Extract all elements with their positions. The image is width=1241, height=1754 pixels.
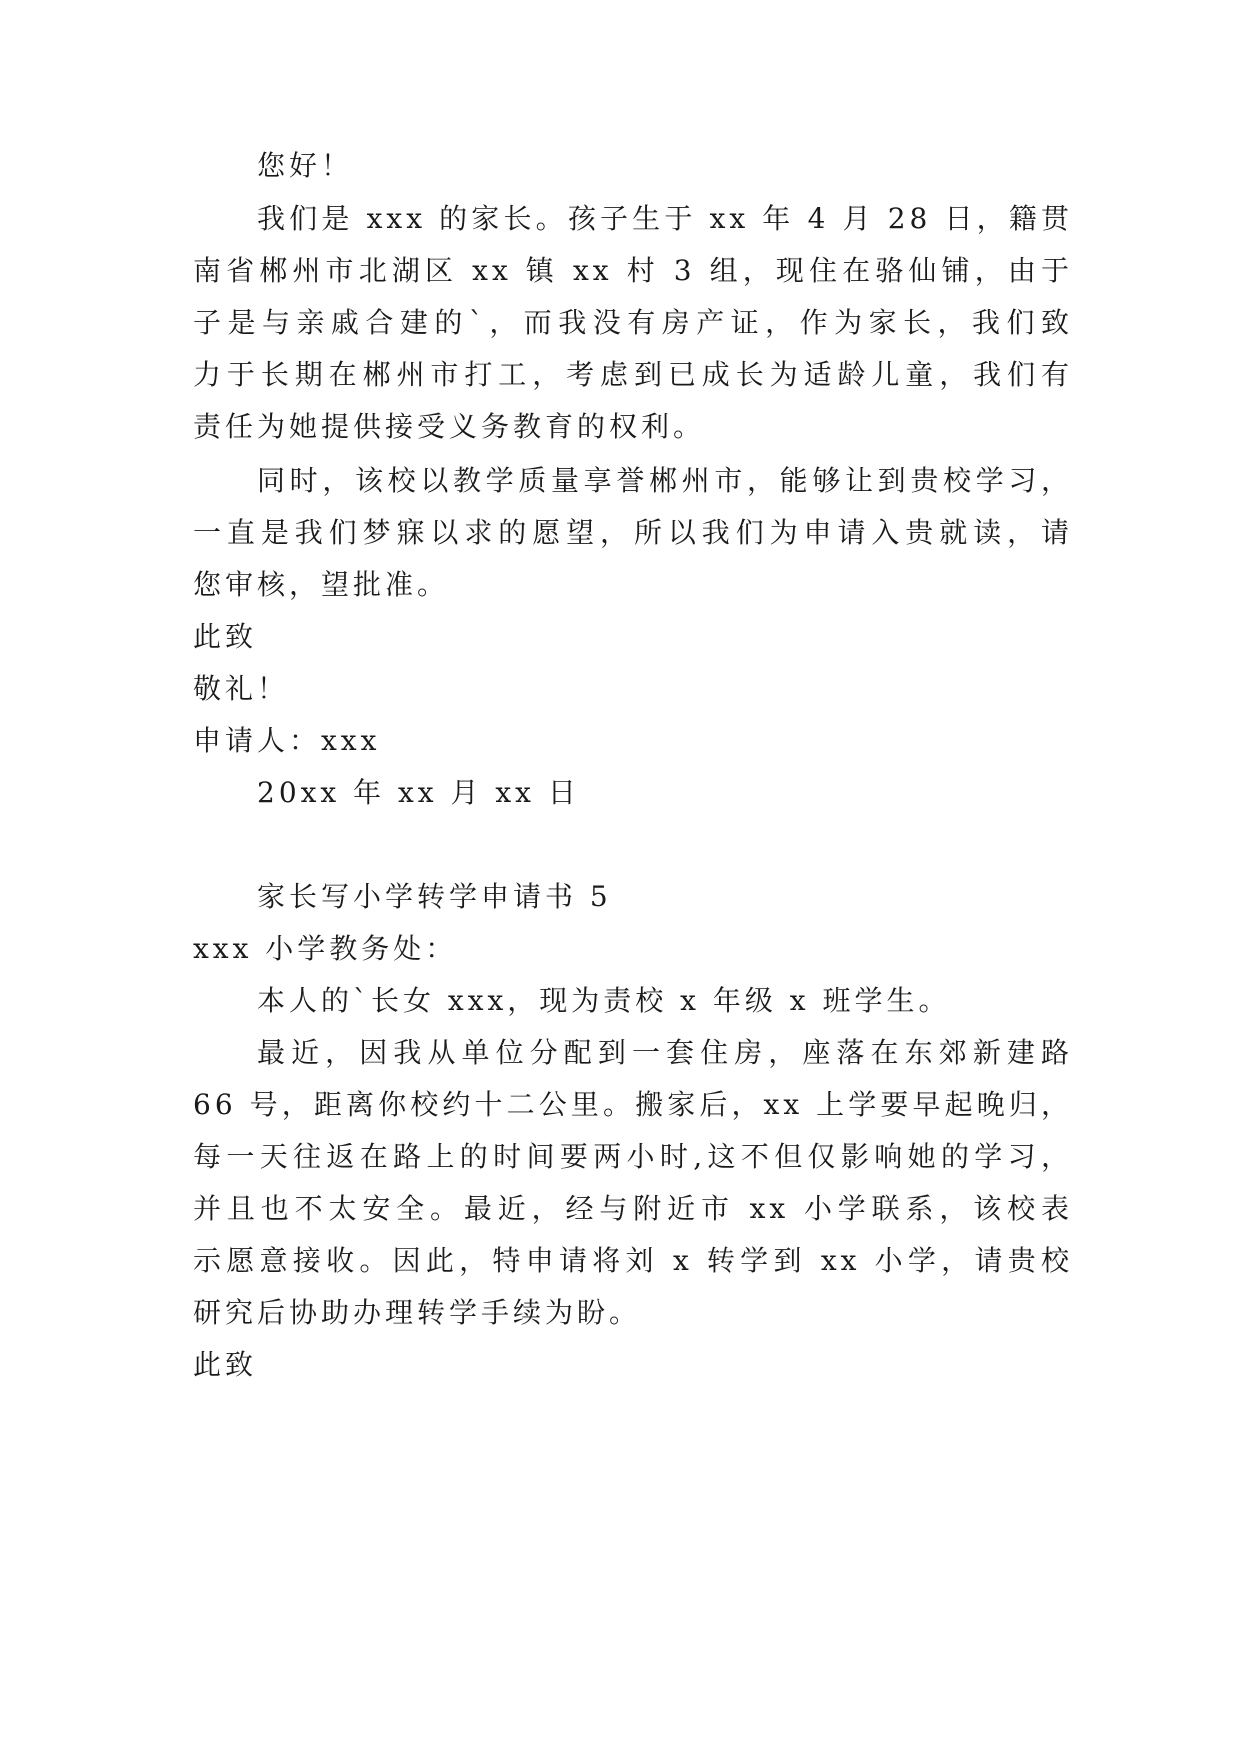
recipient: xxx 小学教务处： [193, 932, 458, 965]
paragraph-line: 您审核，望批准。 [193, 568, 450, 601]
paragraph-line: 一直是我们梦寐以求的愿望，所以我们为申请入贵就读，请 [193, 516, 1073, 549]
paragraph-line: 南省郴州市北湖区 xx 镇 xx 村 3 组，现住在骆仙铺，由于 [193, 254, 1073, 287]
paragraph-line: 示愿意接收。因此，特申请将刘 x 转学到 xx 小学，请贵校 [193, 1244, 1073, 1277]
closing-regards: 敬礼！ [193, 672, 290, 705]
section-title: 家长写小学转学申请书 5 [257, 880, 612, 913]
paragraph-line: 66 号，距离你校约十二公里。搬家后，xx 上学要早起晚归， [193, 1088, 1073, 1121]
paragraph-line: 同时，该校以教学质量享誉郴州市，能够让到贵校学习， [257, 464, 1073, 497]
greeting: 您好！ [257, 149, 354, 182]
closing-salutation: 此致 [193, 1348, 258, 1381]
paragraph-line: 本人的`长女 xxx，现为责校 x 年级 x 班学生。 [257, 984, 951, 1017]
letter-date: 20xx 年 xx 月 xx 日 [257, 776, 580, 809]
paragraph-line: 每一天往返在路上的时间要两小时,这不但仅影响她的学习， [193, 1140, 1073, 1173]
closing-salutation: 此致 [193, 620, 258, 653]
paragraph-line: 责任为她提供接受义务教育的权利。 [193, 410, 706, 443]
paragraph-line: 最近，因我从单位分配到一套住房，座落在东郊新建路 [257, 1036, 1073, 1069]
paragraph-line: 并且也不太安全。最近，经与附近市 xx 小学联系，该校表 [193, 1192, 1073, 1225]
paragraph-line: 研究后协助办理转学手续为盼。 [193, 1296, 642, 1329]
paragraph-line: 力于长期在郴州市打工，考虑到已成长为适龄儿童，我们有 [193, 358, 1073, 391]
paragraph-line: 我们是 xxx 的家长。孩子生于 xx 年 4 月 28 日，籍贯 [257, 202, 1073, 235]
applicant-signature: 申请人：xxx [193, 724, 381, 757]
paragraph-line: 子是与亲戚合建的`，而我没有房产证，作为家长，我们致 [193, 306, 1073, 339]
